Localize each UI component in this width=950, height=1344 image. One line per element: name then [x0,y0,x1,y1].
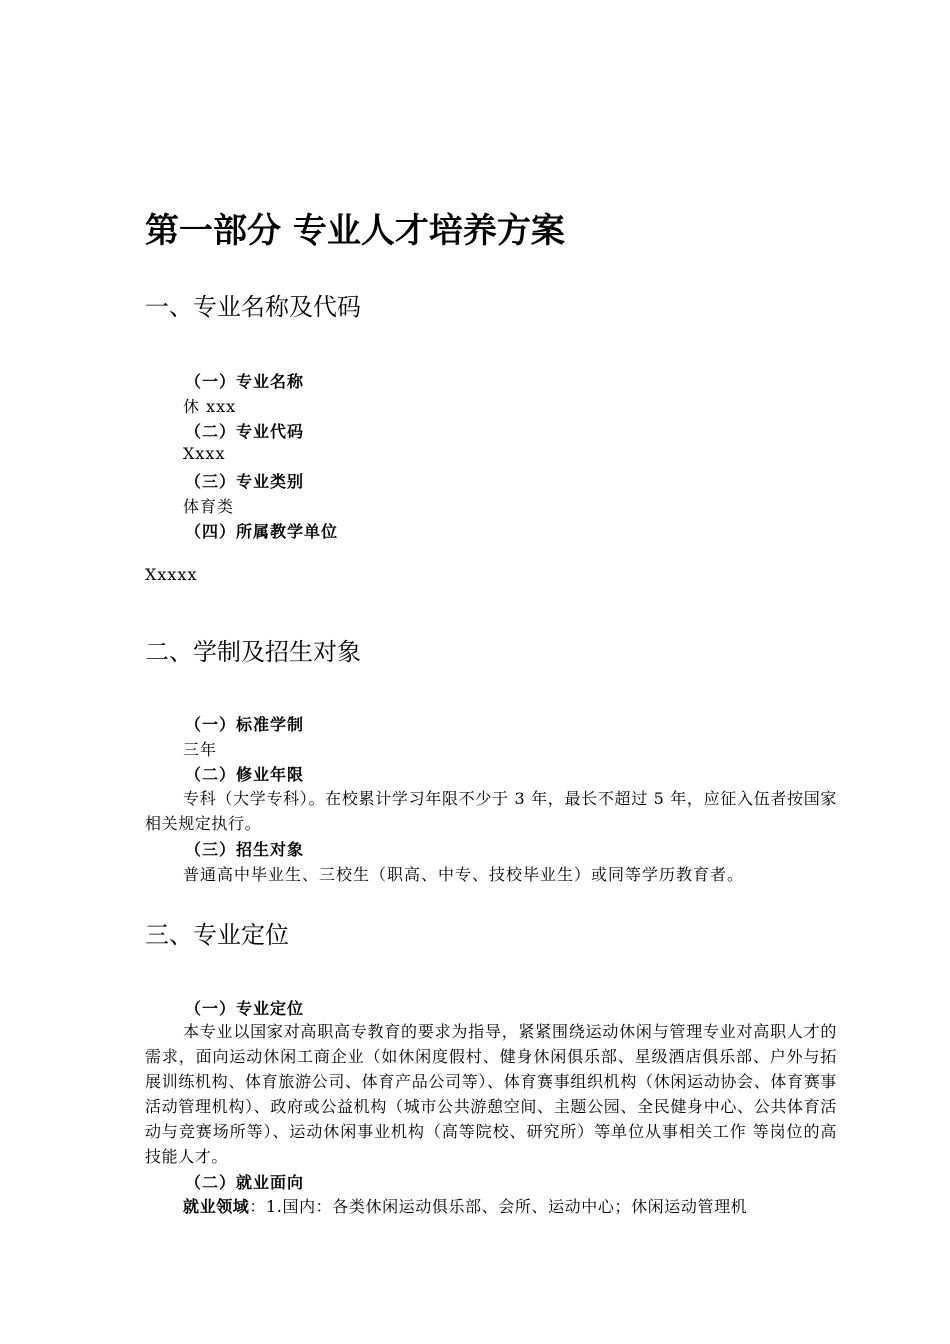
section-3-heading: 三、专业定位 [145,921,289,949]
section-1-value-4: Xxxxx [145,565,198,584]
section-2-sub-3: （三）招生对象 [185,840,305,859]
section-2-value-1: 三年 [183,740,218,759]
section-1-value-3: 体育类 [183,497,235,516]
document-title: 第一部分 专业人才培养方案 [145,211,565,251]
section-3-sub-1: （一）专业定位 [185,999,305,1018]
employment-field-label: 就业领域 [183,1197,250,1216]
section-2-sub-2: （二）修业年限 [185,765,305,784]
employment-field-text: ：1.国内：各类休闲运动俱乐部、会所、运动中心；休闲运动管理机 [249,1197,748,1216]
section-3-sub-2: （二）就业面向 [185,1173,305,1192]
section-2-value-3: 普通高中毕业生、三校生（职高、中专、技校毕业生）或同等学历教育者。 [183,865,745,884]
section-2-sub-1: （一）标准学制 [185,715,305,734]
section-2-heading: 二、学制及招生对象 [145,638,361,666]
section-1-sub-1: （一）专业名称 [185,372,305,391]
section-1-sub-3: （三）专业类别 [185,472,305,491]
section-1-sub-4: （四）所属教学单位 [185,522,339,541]
section-1-value-1: 休 xxx [183,397,237,416]
section-1-sub-2: （二）专业代码 [185,422,305,441]
section-1-value-2: Xxxx [183,444,226,463]
section-3-paragraph-1: 本专业以国家对高职高专教育的要求为指导，紧紧围绕运动休闲与管理专业对高职人才的需求，面向运动休闲工商企业（如休闲度假村、健身休闲俱乐部、星级酒店俱乐部、户外与拓展训练机构、体育旅游公司、体育产品公司等）、体育赛事组织机构（休闲运动协会、体育赛事活动管理机构）、政府或公益机构（城市公共游憩空间、主题公园、全民健身中心、公共体育活动与竞赛场所等）、运动休闲事业机构（高等院校、研究所）等单位从事相关工作 等岗位的高技能人才。 [145,1022,837,1166]
section-1-heading: 一、专业名称及代码 [145,293,361,321]
section-2-paragraph-2: 专科（大学专科）。在校累计学习年限不少于 3 年，最长不超过 5 年，应征入伍者按国家相关规定执行。 [145,789,837,833]
section-3-paragraph-2 [145,1194,837,1219]
